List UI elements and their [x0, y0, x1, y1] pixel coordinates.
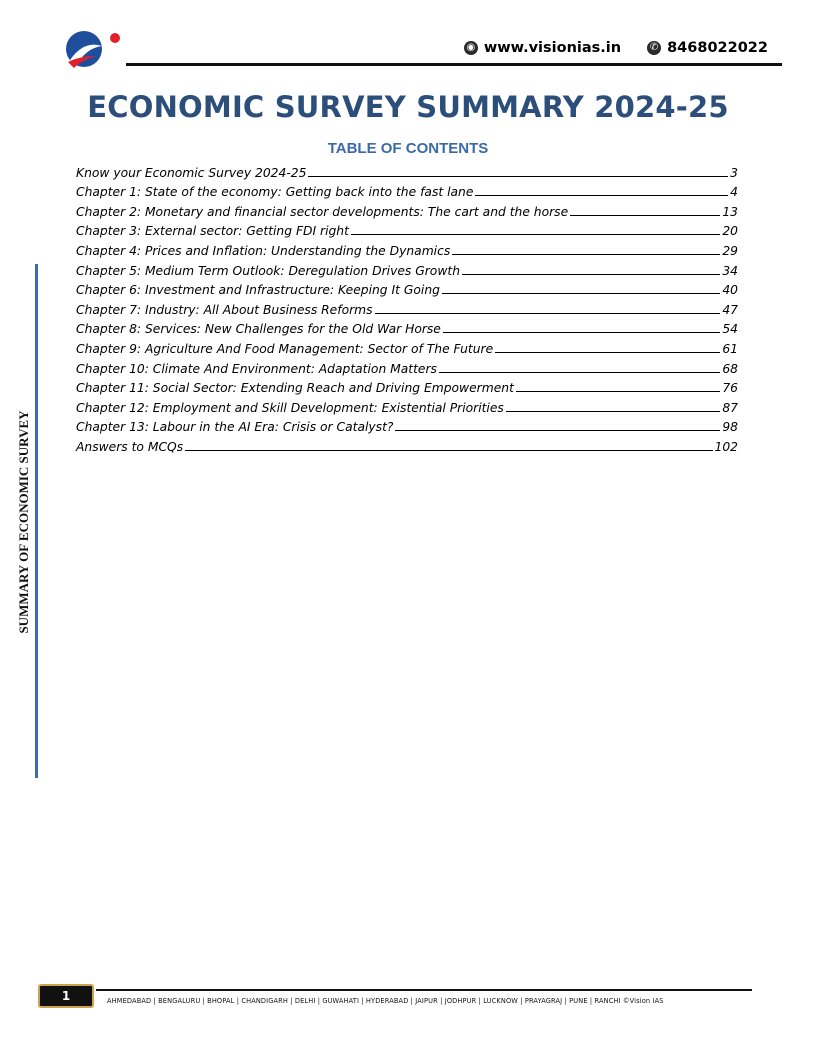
toc-leader: [443, 331, 720, 333]
toc-entry-label: Answers to MCQs: [76, 439, 184, 454]
toc-entry-label: Chapter 4: Prices and Inflation: Understanding the Dynamics: [76, 243, 451, 258]
document-title: ECONOMIC SURVEY SUMMARY 2024-25: [87, 90, 729, 124]
toc-entry[interactable]: [76, 199, 738, 219]
toc-entry-page: 29: [722, 243, 738, 258]
toc-leader: [452, 253, 720, 255]
toc-leader: [351, 233, 720, 235]
toc-entry-page: 13: [722, 204, 738, 219]
toc-leader: [439, 371, 720, 373]
table-of-contents: [76, 160, 738, 454]
toc-entry[interactable]: [76, 336, 738, 356]
toc-entry[interactable]: [76, 356, 738, 376]
toc-entry-page: 40: [722, 283, 738, 298]
toc-leader: [462, 273, 720, 275]
toc-entry-label: Know your Economic Survey 2024-25: [76, 165, 307, 180]
phone-icon: ✆: [647, 41, 661, 55]
toc-entry-page: 54: [722, 322, 738, 337]
toc-entry-label: Chapter 5: Medium Term Outlook: Deregulation Drives Growth: [76, 263, 461, 278]
toc-entry[interactable]: [76, 297, 738, 317]
toc-leader: [506, 410, 721, 412]
toc-entry-page: 61: [722, 341, 738, 356]
toc-leader: [185, 449, 712, 451]
vision-ias-logo: [62, 26, 126, 72]
website-link[interactable]: www.visionias.in: [483, 40, 622, 56]
toc-leader: [395, 429, 720, 431]
toc-entry-page: 87: [722, 400, 738, 415]
toc-leader: [375, 312, 721, 314]
phone-number[interactable]: 8468022022: [667, 40, 768, 56]
page-number-badge: 1: [38, 984, 94, 1008]
toc-leader: [570, 214, 720, 216]
toc-entry-page: 98: [722, 420, 738, 435]
toc-entry-label: Chapter 3: External sector: Getting FDI right: [76, 224, 349, 239]
toc-entry-page: 76: [722, 381, 738, 396]
sidebar-rule: [35, 264, 38, 778]
footer-divider: [96, 989, 752, 991]
toc-entry[interactable]: [76, 180, 738, 200]
toc-entry[interactable]: [76, 219, 738, 239]
toc-entry-page: 4: [730, 185, 738, 200]
toc-entry[interactable]: [76, 278, 738, 298]
toc-entry[interactable]: [76, 434, 738, 454]
toc-entry-label: Chapter 2: Monetary and financial sector developments: The cart and the horse: [76, 204, 569, 219]
toc-entry-label: Chapter 7: Industry: All About Business Reforms: [76, 302, 373, 317]
toc-entry-label: Chapter 6: Investment and Infrastructure: Keeping It Going: [76, 283, 440, 298]
toc-heading: TABLE OF CONTENTS: [327, 140, 489, 157]
toc-entry[interactable]: [76, 238, 738, 258]
toc-entry[interactable]: [76, 160, 738, 180]
toc-entry-page: 47: [722, 302, 738, 317]
header-divider: [126, 63, 782, 66]
sidebar-label: SUMMARY OF ECONOMIC SURVEY: [16, 410, 31, 634]
toc-leader: [495, 351, 720, 353]
toc-leader: [475, 194, 728, 196]
toc-entry-label: Chapter 8: Services: New Challenges for the Old War Horse: [76, 322, 441, 337]
toc-entry-page: 3: [730, 165, 738, 180]
toc-entry-label: Chapter 10: Climate And Environment: Adaptation Matters: [76, 361, 437, 376]
toc-entry[interactable]: [76, 317, 738, 337]
header-contact: [464, 40, 768, 56]
toc-entry-label: Chapter 9: Agriculture And Food Management: Sector of The Future: [76, 341, 494, 356]
toc-entry-page: 34: [722, 263, 738, 278]
toc-entry-page: 20: [722, 224, 738, 239]
toc-entry-label: Chapter 1: State of the economy: Getting back into the fast lane: [76, 185, 474, 200]
footer-cities: AHMEDABAD | BENGALURU | BHOPAL | CHANDIGARH | DELHI | GUWAHATI | HYDERABAD | JAIPUR | JODHPUR | LUCKNOW | PRAYAGRAJ | PUNE | RANCHI ©Vision IAS: [107, 997, 664, 1005]
toc-entry-label: Chapter 12: Employment and Skill Development: Existential Priorities: [76, 400, 504, 415]
toc-entry-page: 68: [722, 361, 738, 376]
toc-leader: [308, 175, 728, 177]
toc-entry-label: Chapter 11: Social Sector: Extending Reach and Driving Empowerment: [76, 381, 514, 396]
toc-entry[interactable]: [76, 415, 738, 435]
globe-icon: ◉: [464, 41, 478, 55]
toc-leader: [442, 292, 720, 294]
toc-entry-page: 102: [714, 439, 738, 454]
toc-entry[interactable]: [76, 395, 738, 415]
toc-entry-label: Chapter 13: Labour in the AI Era: Crisis or Catalyst?: [76, 420, 394, 435]
toc-entry[interactable]: [76, 376, 738, 396]
toc-leader: [516, 390, 720, 392]
toc-entry[interactable]: [76, 258, 738, 278]
